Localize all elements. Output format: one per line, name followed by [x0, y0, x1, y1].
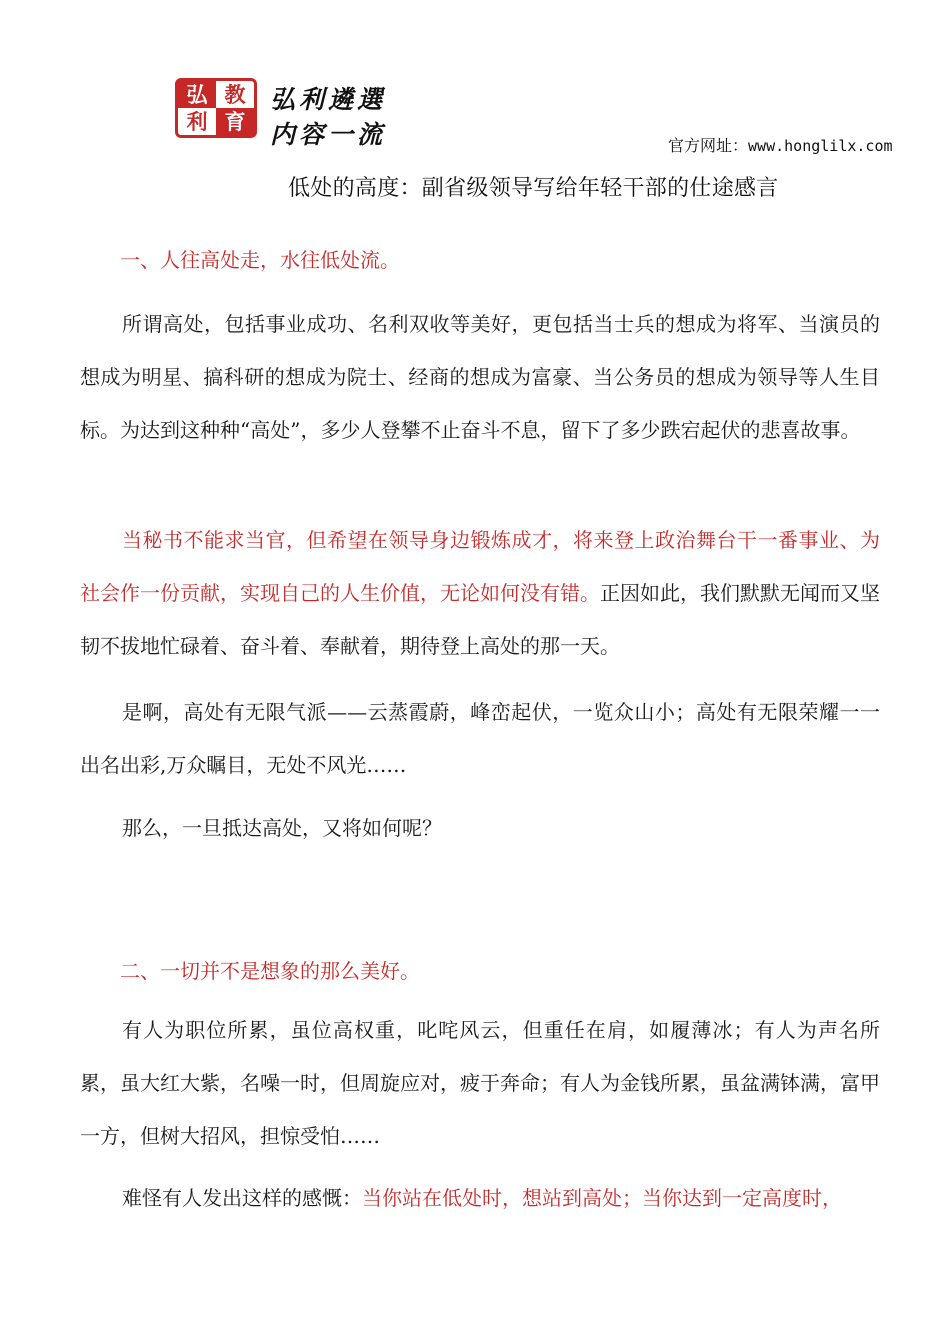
document-title: 低处的高度：副省级领导写给年轻干部的仕途感言 [288, 176, 779, 201]
slogan-line-2: 内容一流 [270, 120, 387, 149]
paragraph-6 [80, 1172, 880, 1225]
paragraph-6-highlight: 当你站在低处时，想站到高处；当你达到一定高度时， [362, 1186, 842, 1210]
paragraph-3: 是啊，高处有无限气派——云蒸霞蔚，峰峦起伏，一览众山小；高处有无限荣耀一一出名出彩,万众瞩目，无处不风光…… [80, 700, 880, 777]
logo-seal [175, 78, 257, 138]
paragraph-2-highlight: 当秘书不能求当官，但希望在领导身边锻炼成才，将来登上政治舞台干一番事业、为社会作一份贡献，实现自己的人生价值，无论如何没有错。 [80, 528, 880, 605]
paragraph-2-rest: 正因如此，我们默默无闻而又坚韧不拔地忙碌着、奋斗着、奉献着，期待登上高处的那一天。 [80, 581, 880, 658]
logo-slogan [270, 82, 386, 152]
seal-char: 利 [186, 109, 208, 134]
slogan-line-1: 弘利遴選 [270, 85, 387, 114]
website-info [668, 133, 893, 156]
seal-char: 教 [224, 82, 246, 107]
website-label: 官方网址： [668, 136, 749, 155]
paragraph-1: 所谓高处，包括事业成功、名利双收等美好，更包括当士兵的想成为将军、当演员的想成为明星、搞科研的想成为院士、经商的想成为富豪、当公务员的想成为领导等人生目标。为达到这种种“高处”，多少人登攀不止奋斗不息，留下了多少跌宕起伏的悲喜故事。 [80, 312, 880, 442]
paragraph-4: 那么，一旦抵达高处，又将如何呢？ [122, 816, 442, 840]
paragraph-5: 有人为职位所累，虽位高权重，叱咤风云，但重任在肩，如履薄冰；有人为声名所累，虽大红大紫，名噪一时，但周旋应对，疲于奔命；有人为金钱所累，虽盆满钵满，富甲一方，但树大招风，担惊受怕…… [80, 1018, 880, 1148]
paragraph-2 [80, 514, 880, 673]
website-url[interactable]: www.honglilx.com [748, 137, 893, 155]
paragraph-6-start: 难怪有人发出这样的感慨： [122, 1186, 362, 1210]
section-heading-2: 二、一切并不是想象的那么美好。 [120, 959, 420, 983]
seal-char: 弘 [178, 81, 216, 108]
seal-char: 育 [216, 108, 254, 135]
section-heading-1: 一、人往高处走，水往低处流。 [120, 248, 400, 272]
